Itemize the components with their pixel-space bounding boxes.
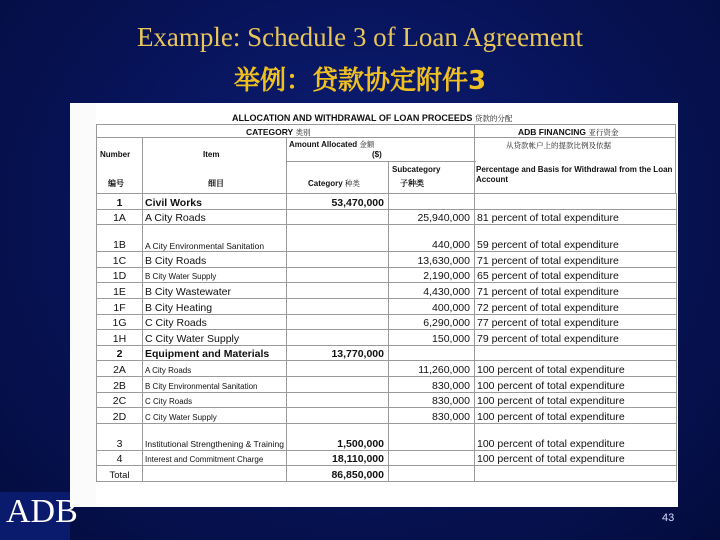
row-category-amount-cell: 53,470,000 [287, 194, 389, 210]
row-number-cell: 1C [97, 252, 143, 268]
row-percentage-cell: 100 percent of total expenditure [475, 450, 677, 466]
col-category-en: Category [308, 179, 343, 188]
row-percentage-cell [475, 466, 677, 482]
table-row [97, 209, 677, 225]
row-subcategory-amount-cell [389, 345, 475, 361]
schedule-heading [232, 113, 512, 124]
row-category-amount-cell [287, 314, 389, 330]
table-row [97, 361, 677, 377]
slide-title-english: Example: Schedule 3 of Loan Agreement [136, 22, 584, 52]
row-number-cell: 1D [97, 267, 143, 283]
col-percentage-header: Percentage and Basis for Withdrawal from the Loan Account [476, 165, 673, 184]
col-item-header: Item [203, 150, 220, 159]
adb-logo: ADB [0, 492, 70, 540]
row-number-cell: Total [97, 466, 143, 482]
schedule-table-image [70, 103, 678, 507]
col-category-header [308, 179, 360, 189]
row-item-cell: B City Water Supply [143, 267, 287, 283]
row-item-cell [143, 466, 287, 482]
schedule-heading-en: ALLOCATION AND WITHDRAWAL OF LOAN PROCEEDS [232, 113, 473, 123]
row-percentage-cell [475, 194, 677, 210]
row-subcategory-amount-cell: 4,430,000 [389, 283, 475, 299]
row-subcategory-amount-cell: 6,290,000 [389, 314, 475, 330]
col-subcategory-cn: 子种类 [400, 179, 424, 188]
table-row [97, 330, 677, 346]
row-category-amount-cell: 1,500,000 [287, 423, 389, 450]
row-item-cell: B City Environmental Sanitation [143, 376, 287, 392]
row-item-cell: Equipment and Materials [143, 345, 287, 361]
row-item-cell: Institutional Strengthening & Training [143, 423, 287, 450]
row-item-cell: B City Wastewater [143, 283, 287, 299]
row-item-cell: B City Roads [143, 252, 287, 268]
row-item-cell: A City Roads [143, 361, 287, 377]
table-row [97, 225, 677, 252]
row-number-cell: 3 [97, 423, 143, 450]
row-percentage-cell: 100 percent of total expenditure [475, 423, 677, 450]
row-category-amount-cell [287, 209, 389, 225]
table-row [97, 345, 677, 361]
table-row [97, 267, 677, 283]
header-vline-6 [675, 124, 676, 194]
panel-edge [70, 103, 96, 507]
slide-title-chinese: 举例：贷款协定附件3 [233, 66, 487, 96]
row-percentage-cell: 100 percent of total expenditure [475, 376, 677, 392]
row-category-amount-cell [287, 283, 389, 299]
row-subcategory-amount-cell: 830,000 [389, 392, 475, 408]
header-rule-2 [96, 137, 676, 138]
row-item-cell: C City Roads [143, 392, 287, 408]
row-category-amount-cell [287, 376, 389, 392]
table-row [97, 392, 677, 408]
row-category-amount-cell [287, 361, 389, 377]
adb-financing-cn: 亚行资金 [588, 128, 619, 137]
row-percentage-cell: 71 percent of total expenditure [475, 283, 677, 299]
row-category-amount-cell: 13,770,000 [287, 345, 389, 361]
row-number-cell: 1H [97, 330, 143, 346]
row-percentage-cell [475, 345, 677, 361]
row-subcategory-amount-cell: 25,940,000 [389, 209, 475, 225]
header-vline-3 [286, 137, 287, 194]
row-subcategory-amount-cell: 400,000 [389, 298, 475, 314]
slide-number: 43 [662, 512, 675, 524]
row-item-cell: C City Water Supply [143, 408, 287, 424]
col-amount-cn: 金额 [359, 140, 375, 149]
header-rule-top [96, 124, 676, 125]
table-row [97, 376, 677, 392]
row-number-cell: 1B [97, 225, 143, 252]
row-number-cell: 1G [97, 314, 143, 330]
category-heading-en: CATEGORY [246, 127, 294, 137]
row-item-cell: A City Environmental Sanitation [143, 225, 287, 252]
col-subcategory-header: Subcategory [392, 165, 441, 174]
row-subcategory-amount-cell: 150,000 [389, 330, 475, 346]
header-vline-5 [474, 124, 475, 194]
col-amount-unit: ($) [372, 150, 382, 159]
row-percentage-cell: 100 percent of total expenditure [475, 361, 677, 377]
row-item-cell: Interest and Commitment Charge [143, 450, 287, 466]
row-subcategory-amount-cell [389, 450, 475, 466]
row-category-amount-cell [287, 408, 389, 424]
row-number-cell: 2C [97, 392, 143, 408]
row-category-amount-cell [287, 298, 389, 314]
row-percentage-cell: 77 percent of total expenditure [475, 314, 677, 330]
row-subcategory-amount-cell: 2,190,000 [389, 267, 475, 283]
table-row [97, 252, 677, 268]
adb-financing-en: ADB FINANCING [518, 127, 586, 137]
row-percentage-cell: 81 percent of total expenditure [475, 209, 677, 225]
allocation-table [96, 193, 677, 482]
row-category-amount-cell [287, 392, 389, 408]
header-rule-3 [286, 161, 476, 162]
table-row [97, 450, 677, 466]
row-subcategory-amount-cell [389, 466, 475, 482]
row-subcategory-amount-cell: 13,630,000 [389, 252, 475, 268]
col-number-header: Number [100, 150, 131, 159]
row-number-cell: 1A [97, 209, 143, 225]
row-category-amount-cell [287, 252, 389, 268]
row-item-cell: C City Roads [143, 314, 287, 330]
allocation-table-body [97, 194, 677, 482]
row-number-cell: 2D [97, 408, 143, 424]
row-subcategory-amount-cell [389, 194, 475, 210]
col-amount-header [289, 140, 374, 150]
row-percentage-cell: 59 percent of total expenditure [475, 225, 677, 252]
row-category-amount-cell [287, 267, 389, 283]
row-category-amount-cell: 18,110,000 [287, 450, 389, 466]
row-number-cell: 1 [97, 194, 143, 210]
row-category-amount-cell: 86,850,000 [287, 466, 389, 482]
table-row [97, 298, 677, 314]
row-percentage-cell: 100 percent of total expenditure [475, 392, 677, 408]
col-number-cn: 编号 [108, 179, 124, 188]
adb-financing-sub-cn: 从贷款帐户上的提款比例及依据 [506, 141, 611, 150]
row-percentage-cell: 65 percent of total expenditure [475, 267, 677, 283]
header-vline-1 [96, 124, 97, 194]
category-heading-cn: 类别 [295, 128, 311, 137]
row-item-cell: A City Roads [143, 209, 287, 225]
row-percentage-cell: 79 percent of total expenditure [475, 330, 677, 346]
row-item-cell: C City Water Supply [143, 330, 287, 346]
row-number-cell: 1F [97, 298, 143, 314]
row-subcategory-amount-cell: 11,260,000 [389, 361, 475, 377]
row-category-amount-cell [287, 330, 389, 346]
schedule-heading-cn: 贷款的分配 [474, 114, 513, 123]
row-number-cell: 2B [97, 376, 143, 392]
col-category-cn: 种类 [344, 179, 360, 188]
row-category-amount-cell [287, 225, 389, 252]
row-number-cell: 1E [97, 283, 143, 299]
row-subcategory-amount-cell [389, 423, 475, 450]
header-vline-2 [142, 137, 143, 194]
table-row [97, 423, 677, 450]
row-percentage-cell: 71 percent of total expenditure [475, 252, 677, 268]
row-item-cell: Civil Works [143, 194, 287, 210]
row-subcategory-amount-cell: 440,000 [389, 225, 475, 252]
table-row [97, 194, 677, 210]
row-item-cell: B City Heating [143, 298, 287, 314]
col-item-cn: 细目 [208, 179, 224, 188]
table-row [97, 314, 677, 330]
row-number-cell: 2A [97, 361, 143, 377]
row-subcategory-amount-cell: 830,000 [389, 408, 475, 424]
row-number-cell: 2 [97, 345, 143, 361]
row-subcategory-amount-cell: 830,000 [389, 376, 475, 392]
table-row [97, 408, 677, 424]
table-row [97, 466, 677, 482]
table-row [97, 283, 677, 299]
row-number-cell: 4 [97, 450, 143, 466]
row-percentage-cell: 100 percent of total expenditure [475, 408, 677, 424]
col-amount-en: Amount Allocated [289, 140, 358, 149]
row-percentage-cell: 72 percent of total expenditure [475, 298, 677, 314]
header-vline-4 [388, 161, 389, 194]
